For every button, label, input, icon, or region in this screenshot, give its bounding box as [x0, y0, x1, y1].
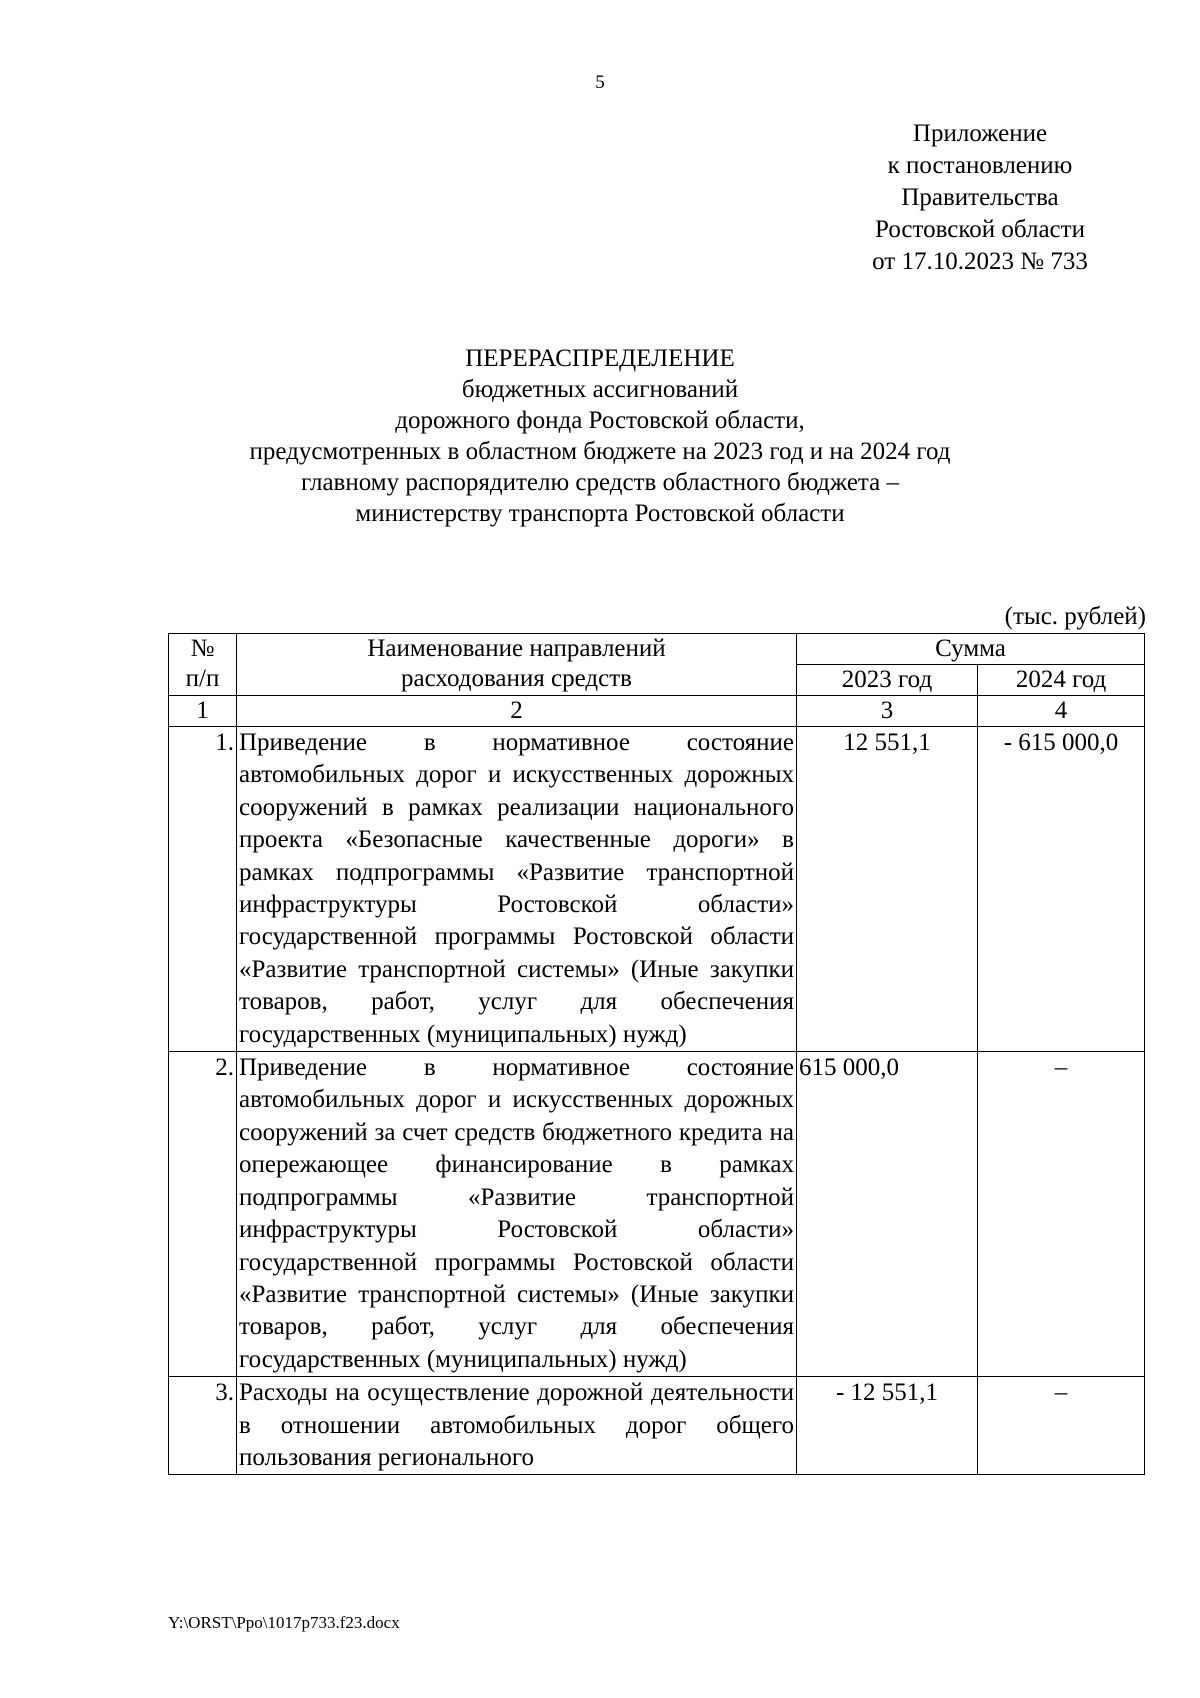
page-number: 5 [595, 72, 605, 93]
table-row [169, 727, 1145, 1052]
heading-line: дорожного фонда Ростовской области, [395, 407, 805, 434]
table-row [169, 1052, 1145, 1377]
heading-line: бюджетных ассигнований [461, 376, 739, 403]
column-number: 1 [169, 696, 237, 727]
row-amount-2024: - 615 000,0 [978, 727, 1145, 1052]
table-row [169, 1377, 1145, 1475]
row-number: 2. [169, 1052, 237, 1377]
budget-table [168, 633, 1145, 1475]
column-number: 2 [237, 696, 797, 727]
heading-line: предусмотренных в областном бюджете на 2023 год и на 2024 год [249, 438, 951, 465]
units-label: (тыс. рублей) [1004, 603, 1146, 630]
row-amount-2024: – [978, 1377, 1145, 1475]
row-amount-2023: 12 551,1 [797, 727, 978, 1052]
row-amount-2023: 615 000,0 [797, 1052, 978, 1377]
header-name-line1: Наименование направлений [367, 635, 666, 662]
column-number-row [169, 696, 1145, 727]
appendix-block [800, 118, 1160, 278]
row-amount-2024: – [978, 1052, 1145, 1377]
row-description: Приведение в нормативное состояние автомобильных дорог и искусственных дорожных сооружений в рамках реализации национального проекта «Безопасные качественные дороги» в рамках подпрограммы «Развитие транспортной инфраструктуры Ростовской области» государственной программы Ростовской области «Развитие транспортной системы» (Иные закупки товаров, работ, услуг для обеспечения государственных (муниципальных) нужд) [237, 727, 797, 1052]
table-header-row [169, 634, 1145, 665]
row-number: 1. [169, 727, 237, 1052]
row-amount-2023: - 12 551,1 [797, 1377, 978, 1475]
appendix-line: Приложение [912, 120, 1048, 147]
file-path-footer: Y:\ORST\Ppo\1017p733.f23.docx [168, 1613, 400, 1632]
row-description: Расходы на осуществление дорожной деятельности в отношении автомобильных дорог общего пользования регионального [237, 1377, 797, 1475]
row-description: Приведение в нормативное состояние автомобильных дорог и искусственных дорожных сооружений за счет средств бюджетного кредита на опережающее финансирование в рамках подпрограммы «Развитие транспортной инфраструктуры Ростовской области» государственной программы Ростовской области «Развитие транспортной системы» (Иные закупки товаров, работ, услуг для обеспечения государственных (муниципальных) нужд) [237, 1052, 797, 1377]
appendix-line: Ростовской области [875, 216, 1085, 243]
header-number-line1: № [190, 635, 215, 662]
header-name-line2: расходования средств [401, 665, 632, 692]
row-number: 3. [169, 1377, 237, 1475]
header-sum-cell: Сумма [797, 634, 1145, 665]
appendix-line: Правительства [901, 184, 1059, 211]
header-year-2023: 2023 год [797, 665, 978, 696]
column-number: 4 [978, 696, 1145, 727]
appendix-date-number: от 17.10.2023 № 733 [872, 248, 1088, 275]
document-heading [0, 343, 1200, 529]
column-number: 3 [797, 696, 978, 727]
header-name-cell [237, 634, 797, 696]
heading-title: ПЕРЕРАСПРЕДЕЛЕНИЕ [465, 345, 735, 372]
heading-line: министерству транспорта Ростовской области [355, 500, 845, 527]
heading-line: главному распорядителю средств областного бюджета – [301, 469, 899, 496]
header-year-2024: 2024 год [978, 665, 1145, 696]
header-number-line2: п/п [185, 665, 220, 692]
header-number-cell [169, 634, 237, 696]
appendix-line: к постановлению [887, 152, 1073, 179]
